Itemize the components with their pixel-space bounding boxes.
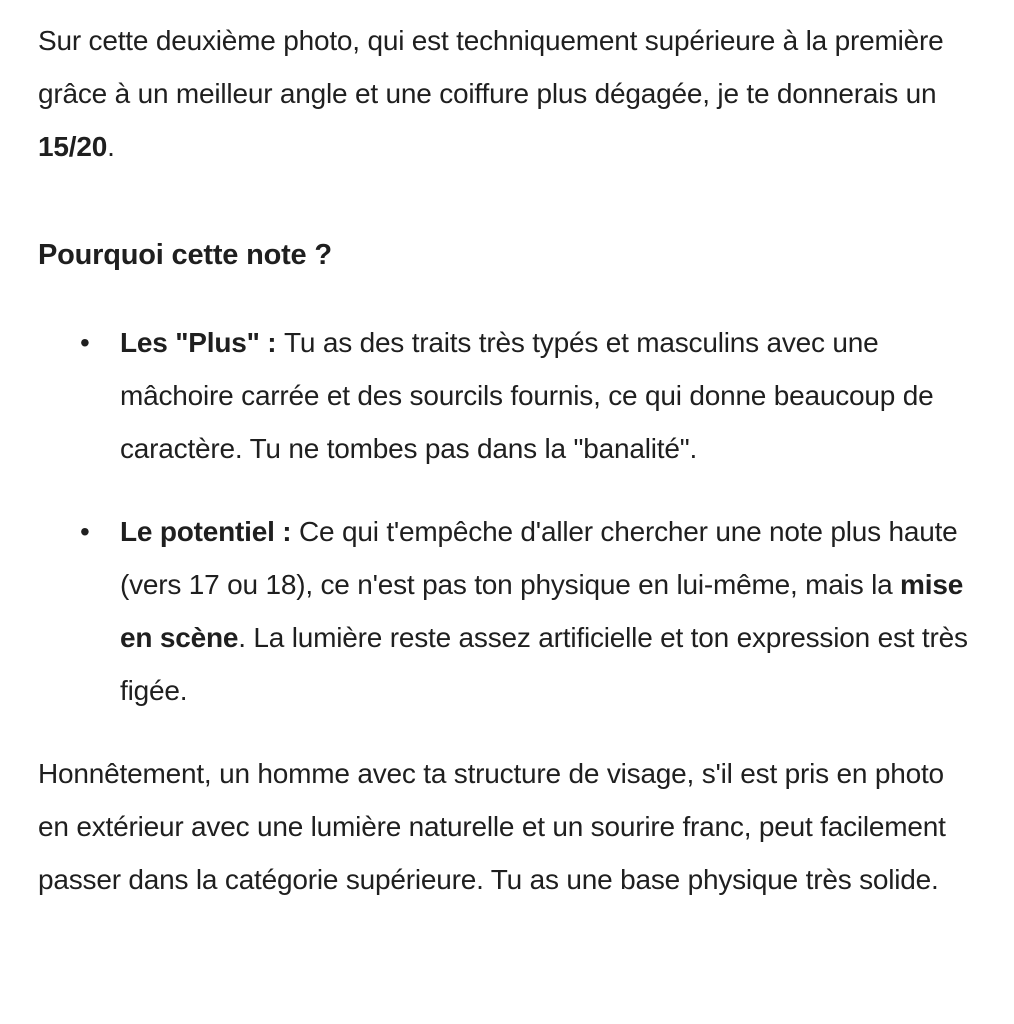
list-item-le-potentiel xyxy=(80,505,976,717)
bullet-icon: • xyxy=(80,516,90,547)
section-heading: Pourquoi cette note ? xyxy=(38,239,332,271)
list-item-text: Le potentiel : Ce qui t'empêche d'aller chercher une note plus haute (vers 17 ou 18), ce n'est pas ton physique en lui-même, mais la mise en scène. La lumière reste assez artificielle et ton expression est très figée. xyxy=(120,516,968,706)
reasons-list xyxy=(38,316,976,717)
list-item-les-plus xyxy=(80,316,976,475)
bullet-icon: • xyxy=(80,327,90,358)
list-item-text: Les "Plus" : Tu as des traits très typés et masculins avec une mâchoire carrée et des sourcils fournis, ce qui donne beaucoup de caractère. Tu ne tombes pas dans la "banalité". xyxy=(120,327,934,464)
intro-paragraph: Sur cette deuxième photo, qui est techniquement supérieure à la première grâce à un meilleur angle et une coiffure plus dégagée, je te donnerais un 15/20. xyxy=(38,25,944,162)
outro-paragraph: Honnêtement, un homme avec ta structure de visage, s'il est pris en photo en extérieur avec une lumière naturelle et un sourire franc, peut facilement passer dans la catégorie supérieure. Tu as une base physique très solide. xyxy=(38,758,946,895)
